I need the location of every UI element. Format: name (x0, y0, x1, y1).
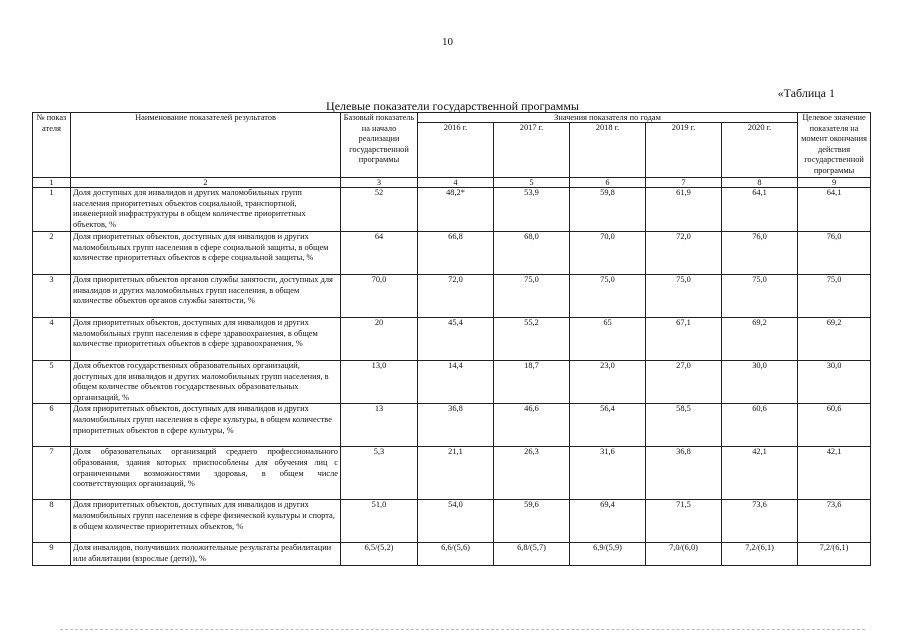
base-value: 70,0 (341, 275, 418, 318)
column-number: 4 (418, 178, 494, 188)
year-value: 42,1 (722, 447, 798, 500)
year-value: 7,0/(6,0) (646, 543, 722, 565)
year-value: 36,8 (646, 447, 722, 500)
year-value: 73,6 (722, 500, 798, 543)
year-value: 6,6/(5,6) (418, 543, 494, 565)
row-number: 3 (33, 275, 71, 318)
year-value: 26,3 (494, 447, 570, 500)
year-value: 27,0 (646, 361, 722, 404)
year-value: 7,2/(6,1) (722, 543, 798, 565)
column-number: 1 (33, 178, 71, 188)
year-value: 58,5 (646, 404, 722, 447)
indicator-name: Доля приоритетных объектов, доступных для инвалидов и других маломобильных групп населения в сфере социальной защиты, в общем количестве приоритетных объектов в сфере социальной защиты, % (71, 232, 341, 275)
year-value: 23,0 (570, 361, 646, 404)
row-number: 1 (33, 188, 71, 232)
column-number: 2 (71, 178, 341, 188)
year-value: 48,2* (418, 188, 494, 232)
column-number: 6 (570, 178, 646, 188)
page-number: 10 (442, 36, 453, 48)
indicator-name: Доля приоритетных объектов, доступных для инвалидов и других маломобильных групп населения в сфере культуры, в общем количестве приоритетных объектов в сфере культуры, % (71, 404, 341, 447)
target-value: 69,2 (798, 318, 871, 361)
base-value: 6,5/(5,2) (341, 543, 418, 565)
column-number: 7 (646, 178, 722, 188)
table-row (33, 361, 871, 404)
header-year: 2017 г. (494, 123, 570, 178)
indicator-name: Доля приоритетных объектов, доступных для инвалидов и других маломобильных групп населения в сфере физической культуры и спорта, в общем количестве приоритетных объектов, % (71, 500, 341, 543)
indicator-name: Доля объектов государственных образовательных организаций, доступных для инвалидов и других маломобильных групп населения, в общем количестве объектов государственных образовательных организаций, % (71, 361, 341, 404)
year-value: 59,6 (494, 500, 570, 543)
year-value: 61,9 (646, 188, 722, 232)
row-number: 2 (33, 232, 71, 275)
year-value: 75,0 (646, 275, 722, 318)
header-year: 2018 г. (570, 123, 646, 178)
column-number: 3 (341, 178, 418, 188)
year-value: 60,6 (722, 404, 798, 447)
year-value: 30,0 (722, 361, 798, 404)
base-value: 5,3 (341, 447, 418, 500)
target-value: 73,6 (798, 500, 871, 543)
year-value: 18,7 (494, 361, 570, 404)
year-value: 46,6 (494, 404, 570, 447)
header-year: 2020 г. (722, 123, 798, 178)
row-number: 5 (33, 361, 71, 404)
base-value: 51,0 (341, 500, 418, 543)
target-value: 30,0 (798, 361, 871, 404)
document-title: Целевые показатели государственной программы (326, 99, 579, 113)
year-value: 64,1 (722, 188, 798, 232)
base-value: 20 (341, 318, 418, 361)
table-row (33, 275, 871, 318)
year-value: 75,0 (494, 275, 570, 318)
indicator-name: Доля образовательных организаций среднего профессионального образования, здания которых приспособлены для обучения лиц с ограниченными возможностями здоровья, в общем числе соответствующих организаций, % (71, 447, 341, 500)
year-value: 71,5 (646, 500, 722, 543)
column-number: 9 (798, 178, 871, 188)
year-value: 55,2 (494, 318, 570, 361)
row-number: 7 (33, 447, 71, 500)
year-value: 72,0 (646, 232, 722, 275)
table-row (33, 543, 871, 565)
header-name: Наименование показателей результатов (71, 113, 341, 178)
target-value: 42,1 (798, 447, 871, 500)
indicator-name: Доля инвалидов, получивших положительные результаты реабилитации или абилитации (взрослые (дети)), % (71, 543, 341, 565)
year-value: 69,4 (570, 500, 646, 543)
row-number: 4 (33, 318, 71, 361)
table-body (33, 188, 871, 566)
base-value: 64 (341, 232, 418, 275)
year-value: 67,1 (646, 318, 722, 361)
year-value: 45,4 (418, 318, 494, 361)
column-numbers-row (33, 178, 871, 188)
table-row (33, 318, 871, 361)
year-value: 70,0 (570, 232, 646, 275)
header-target: Целевое значение показателя на момент окончания действия государственной программы (798, 113, 871, 178)
header-year: 2019 г. (646, 123, 722, 178)
indicator-name: Доля доступных для инвалидов и других маломобильных групп населения приоритетных объектов социальной, транспортной, инженерной инфраструктуры в общем количестве приоритетных объектов, % (71, 188, 341, 232)
indicator-name: Доля приоритетных объектов, доступных для инвалидов и других маломобильных групп населения в сфере здравоохранения, в общем количестве приоритетных объектов в сфере здравоохранения, % (71, 318, 341, 361)
year-value: 76,0 (722, 232, 798, 275)
table-caption: «Таблица 1 (777, 86, 835, 100)
table-row (33, 188, 871, 232)
header-year: 2016 г. (418, 123, 494, 178)
header-base: Базовый показатель на начало реализации государственной программы (341, 113, 418, 178)
base-value: 13,0 (341, 361, 418, 404)
year-value: 72,0 (418, 275, 494, 318)
header-years-group: Значения показателя по годам (418, 113, 798, 123)
column-number: 8 (722, 178, 798, 188)
year-value: 31,6 (570, 447, 646, 500)
column-number: 5 (494, 178, 570, 188)
year-value: 68,0 (494, 232, 570, 275)
header-row-1 (33, 113, 871, 123)
base-value: 52 (341, 188, 418, 232)
target-value: 60,6 (798, 404, 871, 447)
row-number: 9 (33, 543, 71, 565)
year-value: 6,9/(5,9) (570, 543, 646, 565)
year-value: 59,8 (570, 188, 646, 232)
indicator-name: Доля приоритетных объектов органов службы занятости, доступных для инвалидов и других маломобильных групп населения, в общем количестве объектов органов службы занятости, % (71, 275, 341, 318)
row-number: 8 (33, 500, 71, 543)
year-value: 36,8 (418, 404, 494, 447)
year-value: 65 (570, 318, 646, 361)
year-value: 53,9 (494, 188, 570, 232)
year-value: 6,8/(5,7) (494, 543, 570, 565)
year-value: 56,4 (570, 404, 646, 447)
target-value: 76,0 (798, 232, 871, 275)
table-row (33, 447, 871, 500)
year-value: 75,0 (570, 275, 646, 318)
indicators-table (32, 112, 871, 566)
year-value: 69,2 (722, 318, 798, 361)
row-number: 6 (33, 404, 71, 447)
year-value: 14,4 (418, 361, 494, 404)
target-value: 64,1 (798, 188, 871, 232)
header-num: № показ ателя (33, 113, 71, 178)
table-row (33, 500, 871, 543)
table-row (33, 232, 871, 275)
scan-edge-line (60, 629, 865, 630)
year-value: 21,1 (418, 447, 494, 500)
year-value: 75,0 (722, 275, 798, 318)
table-row (33, 404, 871, 447)
base-value: 13 (341, 404, 418, 447)
year-value: 54,0 (418, 500, 494, 543)
target-value: 75,0 (798, 275, 871, 318)
target-value: 7,2/(6,1) (798, 543, 871, 565)
year-value: 66,8 (418, 232, 494, 275)
